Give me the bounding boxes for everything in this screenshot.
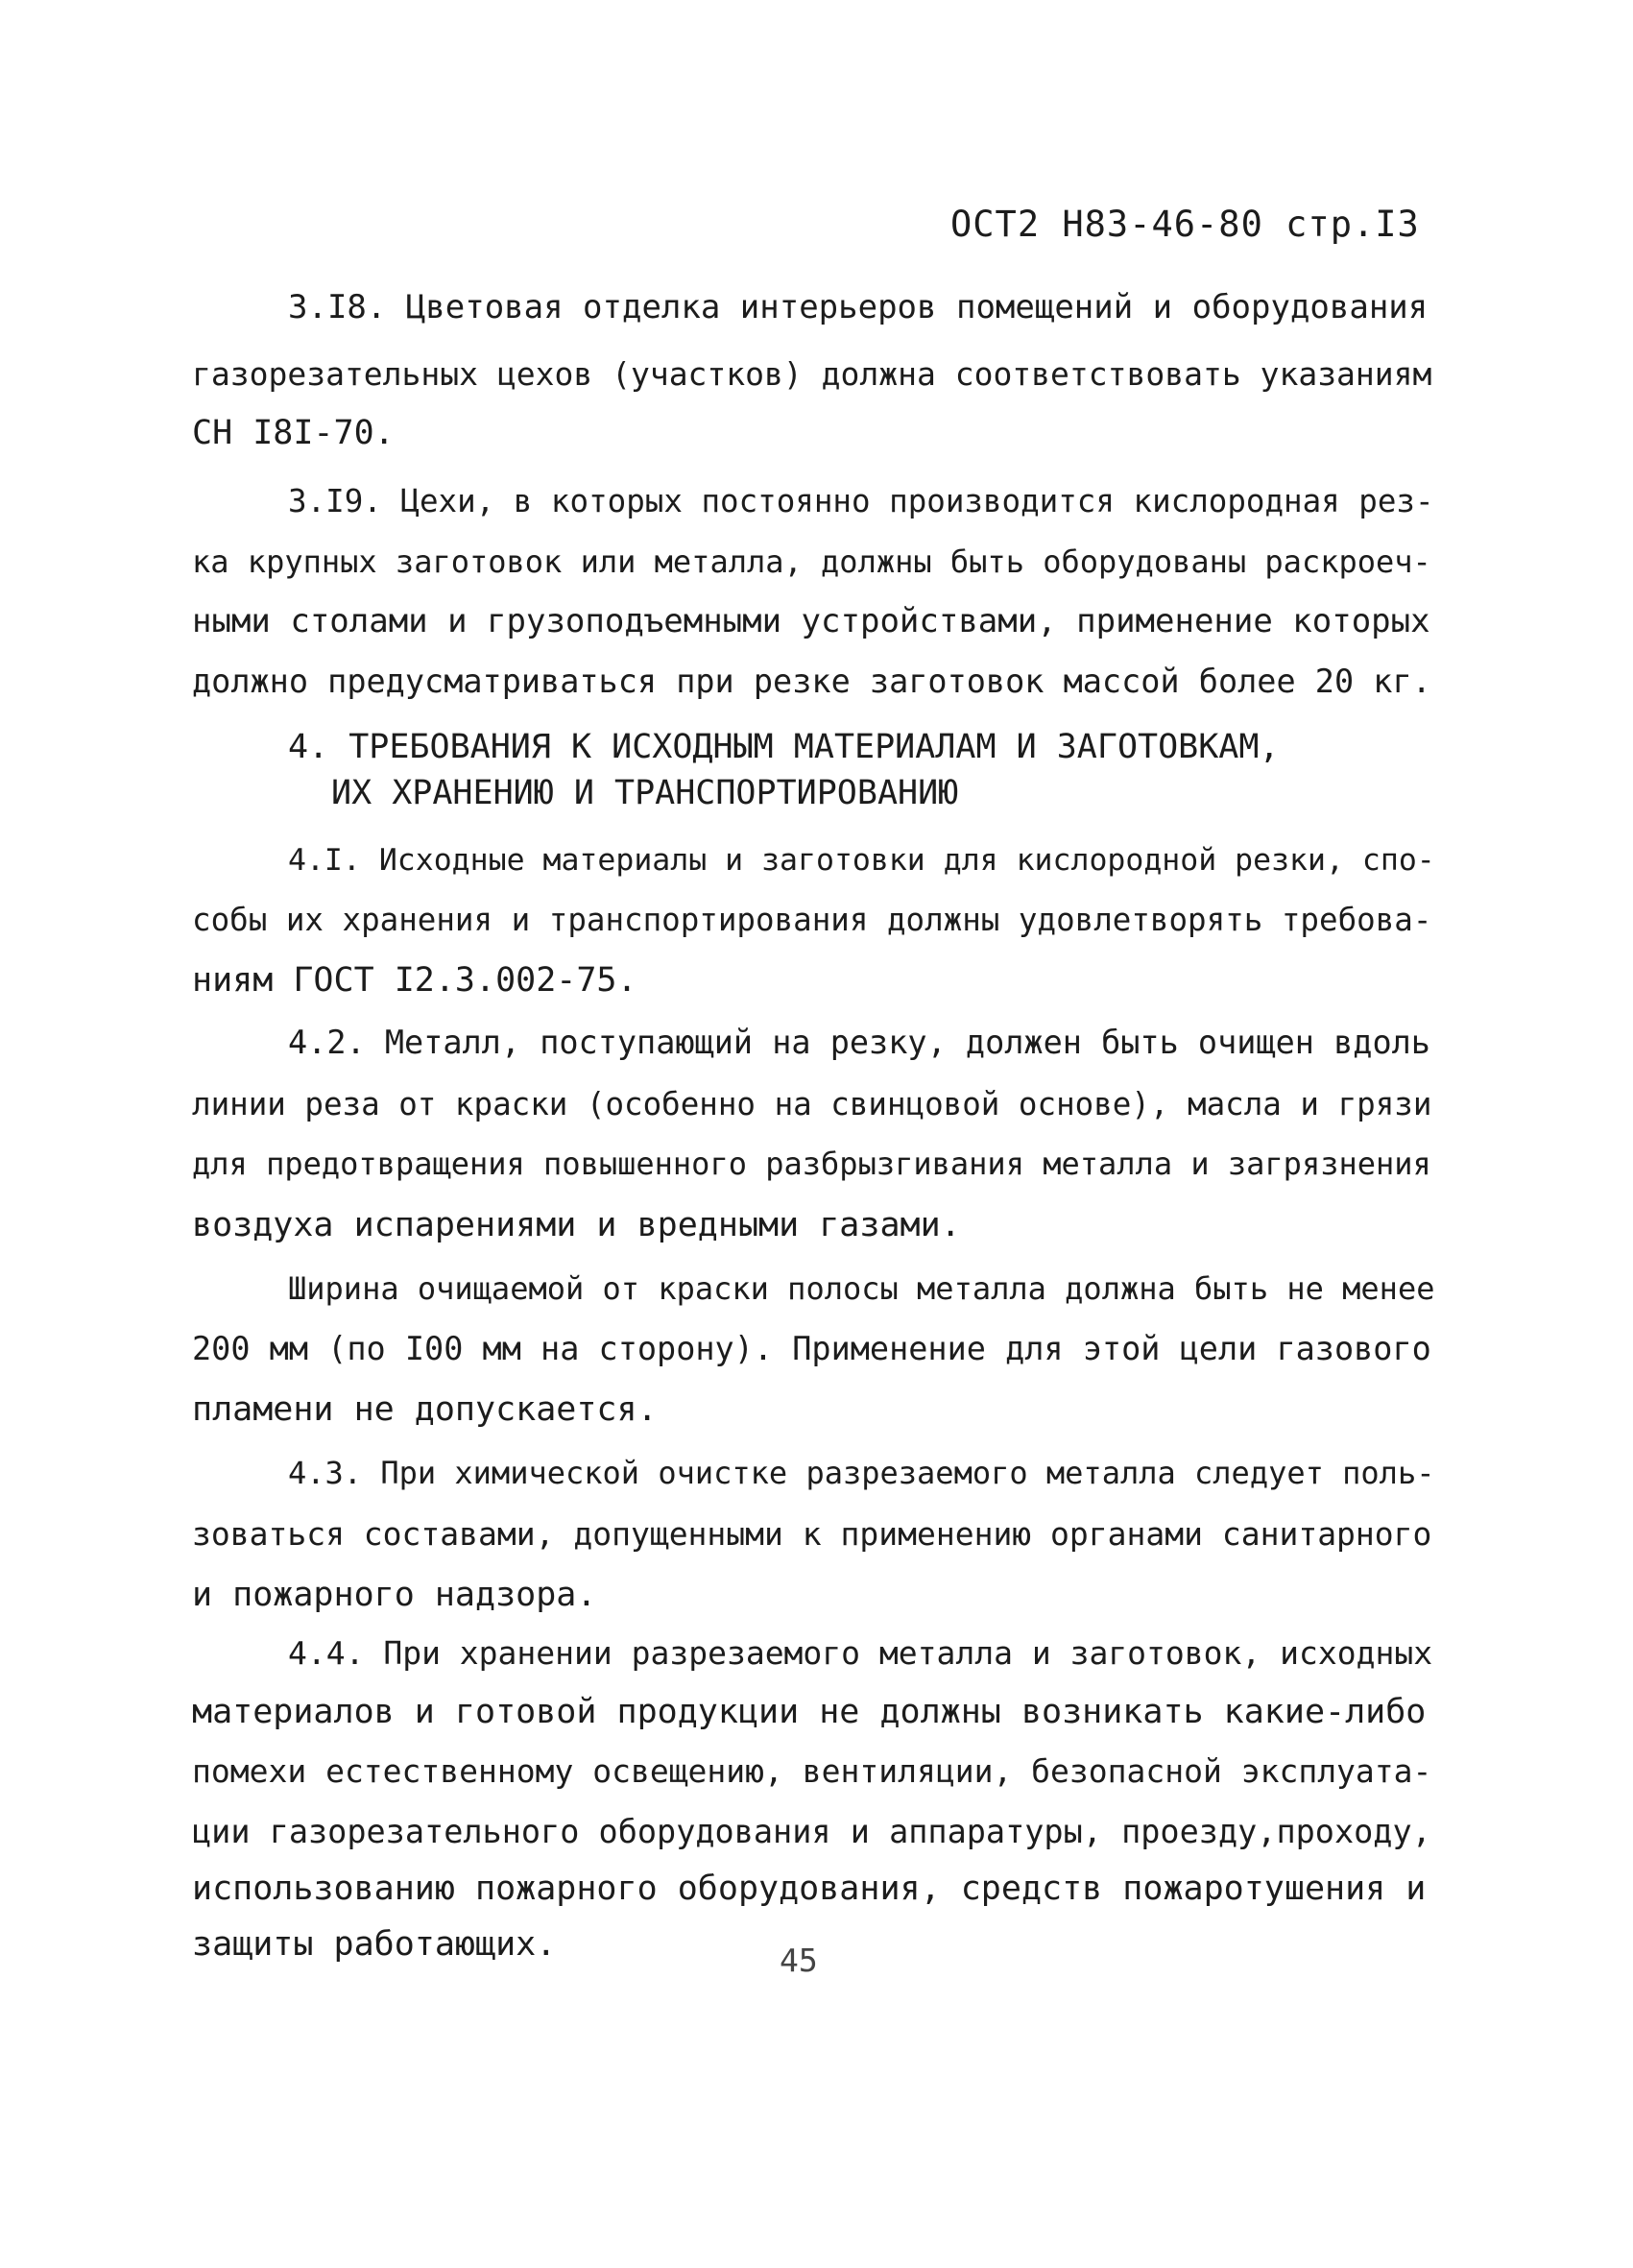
paragraph-4-2-line-2: линии реза от краски (особенно на свинцовой основе), масла и грязи <box>192 1086 1432 1122</box>
paragraph-width-line-3: пламени не допускается. <box>192 1390 658 1429</box>
document-header-code: ОСТ2 Н83-46-80 стр.I3 <box>950 204 1420 245</box>
section-4-heading-line-2: ИХ ХРАНЕНИЮ И ТРАНСПОРТИРОВАНИЮ <box>331 774 959 812</box>
paragraph-4-4-line-4: ции газорезательного оборудования и аппаратуры, проезду,проходу, <box>192 1813 1431 1850</box>
paragraph-4-4-line-3: помехи естественному освещению, вентиляции, безопасной эксплуата- <box>192 1752 1432 1790</box>
paragraph-3-18-line-3: СН I8I-70. <box>192 414 395 452</box>
page-number: 45 <box>780 1942 818 1979</box>
paragraph-3-19-line-2: ка крупных заготовок или металла, должны быть оборудованы раскроеч- <box>192 543 1431 580</box>
paragraph-3-18-line-1: 3.I8. Цветовая отделка интерьеров помещений и оборудования <box>288 288 1429 326</box>
paragraph-width-line-2: 200 мм (по I00 мм на сторону). Применение для этой цели газового <box>192 1330 1431 1367</box>
paragraph-3-19-line-1: 3.I9. Цехи, в которых постоянно производится кислородная рез- <box>288 483 1434 519</box>
paragraph-width-line-1: Ширина очищаемой от краски полосы металла должна быть не менее <box>288 1270 1435 1307</box>
paragraph-4-2-line-4: воздуха испарениями и вредными газами. <box>192 1206 961 1244</box>
paragraph-4-2-line-1: 4.2. Металл, поступающий на резку, должен быть очищен вдоль <box>288 1024 1430 1061</box>
paragraph-4-1-line-1: 4.I. Исходные материалы и заготовки для кислородной резки, спо- <box>288 843 1435 878</box>
paragraph-4-4-line-5: использованию пожарного оборудования, средств пожаротушения и <box>192 1870 1427 1908</box>
paragraph-3-18-line-2: газорезательных цехов (участков) должна соответствовать указаниям <box>192 355 1432 393</box>
paragraph-4-2-line-3: для предотвращения повышенного разбрызгивания металла и загрязнения <box>192 1146 1431 1182</box>
paragraph-3-19-line-4: должно предусматриваться при резке заготовок массой более 20 кг. <box>192 663 1431 700</box>
paragraph-4-1-line-3: ниям ГОСТ I2.3.002-75. <box>192 961 637 1000</box>
paragraph-4-3-line-1: 4.3. При химической очистке разрезаемого металла следует поль- <box>288 1455 1435 1491</box>
paragraph-3-19-line-3: ными столами и грузоподъемными устройствами, применение которых <box>192 602 1430 640</box>
section-4-heading-line-1: 4. ТРЕБОВАНИЯ К ИСХОДНЫМ МАТЕРИАЛАМ И ЗАГОТОВКАМ, <box>288 728 1280 766</box>
paragraph-4-1-line-2: собы их хранения и транспортирования должны удовлетворять требова- <box>192 902 1432 938</box>
paragraph-4-3-line-2: зоваться составами, допущенными к применению органами санитарного <box>192 1515 1432 1553</box>
paragraph-4-3-line-3: и пожарного надзора. <box>192 1576 597 1614</box>
paragraph-4-4-line-6: защиты работающих. <box>192 1925 557 1964</box>
paragraph-4-4-line-1: 4.4. При хранении разрезаемого металла и заготовок, исходных <box>288 1634 1433 1672</box>
paragraph-4-4-line-2: материалов и готовой продукции не должны возникать какие-либо <box>192 1693 1427 1731</box>
